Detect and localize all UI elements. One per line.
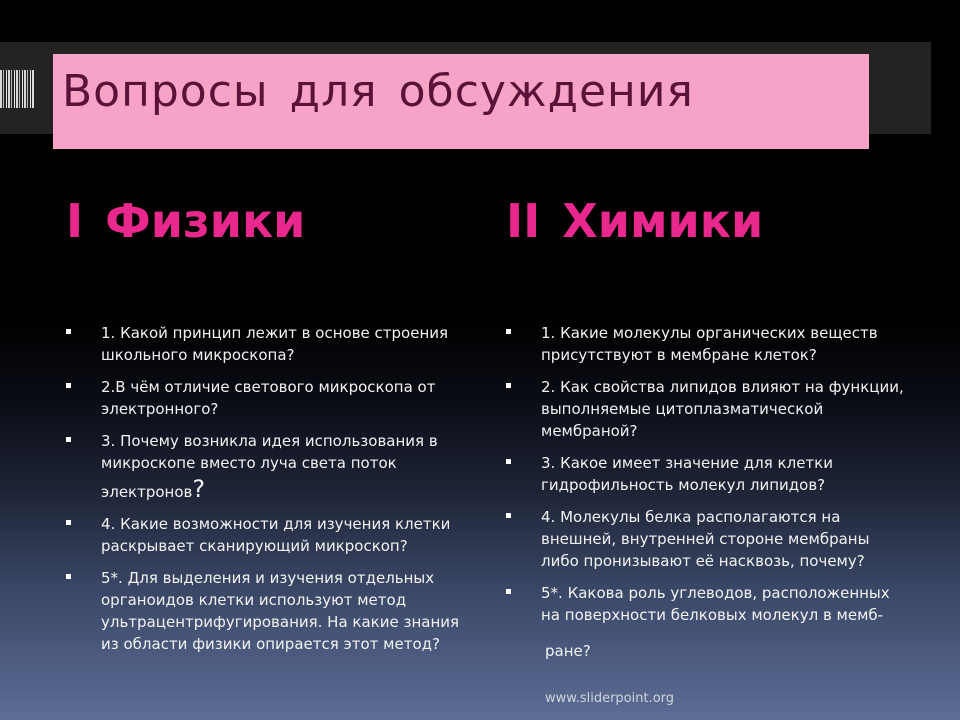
bullet-icon — [66, 383, 71, 388]
barcode-decoration — [0, 70, 34, 108]
question-mark: ? — [192, 475, 206, 503]
bullet-icon — [506, 589, 511, 594]
list-item — [66, 322, 466, 366]
question-text: 1. Какой принцип лежит в основе строения школьного микроскопа? — [101, 324, 449, 364]
bullet-icon — [66, 574, 71, 579]
list-item — [506, 376, 906, 442]
bullet-icon — [506, 329, 511, 334]
bullet-icon — [66, 329, 71, 334]
list-item — [506, 506, 906, 572]
list-item — [506, 322, 906, 366]
list-item — [506, 452, 906, 496]
slide-title: Вопросы для обсуждения — [62, 66, 694, 117]
bullet-icon — [66, 437, 71, 442]
bullet-icon — [66, 520, 71, 525]
list-item — [66, 430, 466, 503]
physics-question-list — [66, 322, 466, 665]
heading-physicists: I Физики — [66, 194, 306, 248]
question-text: 3. Почему возникла идея использования в микроскопе вместо луча света поток — [101, 432, 438, 472]
question-continuation: ране? — [545, 642, 591, 660]
bullet-icon — [506, 513, 511, 518]
heading-chemists: II Химики — [506, 194, 764, 248]
list-item — [66, 567, 466, 655]
question-text: 2. Как свойства липидов влияют на функции, выполняемые цитоплазматической мембраной? — [541, 378, 904, 440]
question-text: 5*. Какова роль углеводов, расположенных на поверхности белковых молекул в мемб- — [541, 584, 890, 624]
question-text: 4. Молекулы белка располагаются на внешней, внутренней стороне мембраны либо пронизывают её насквозь, почему? — [541, 508, 870, 570]
question-text: 4. Какие возможности для изучения клетки раскрывает сканирующий микроскоп? — [101, 515, 451, 555]
list-item — [66, 376, 466, 420]
list-item — [66, 513, 466, 557]
question-text: 3. Какое имеет значение для клетки гидрофильность молекул липидов? — [541, 454, 833, 494]
bullet-icon — [506, 383, 511, 388]
question-continuation-text: электронов — [101, 483, 193, 501]
chemistry-question-list — [506, 322, 906, 672]
list-item — [506, 582, 906, 662]
bullet-icon — [506, 459, 511, 464]
question-text: 5*. Для выделения и изучения отдельных органоидов клетки используют метод ультрацентрифугирования. На какие знания из области физики опирается этот метод? — [101, 569, 460, 653]
question-continuation — [101, 475, 466, 503]
question-text: 2.В чём отличие светового микроскопа от электронного? — [101, 378, 436, 418]
question-text: 1. Какие молекулы органических веществ присутствуют в мембране клеток? — [541, 324, 878, 364]
watermark-text: www.sliderpoint.org — [545, 691, 675, 706]
